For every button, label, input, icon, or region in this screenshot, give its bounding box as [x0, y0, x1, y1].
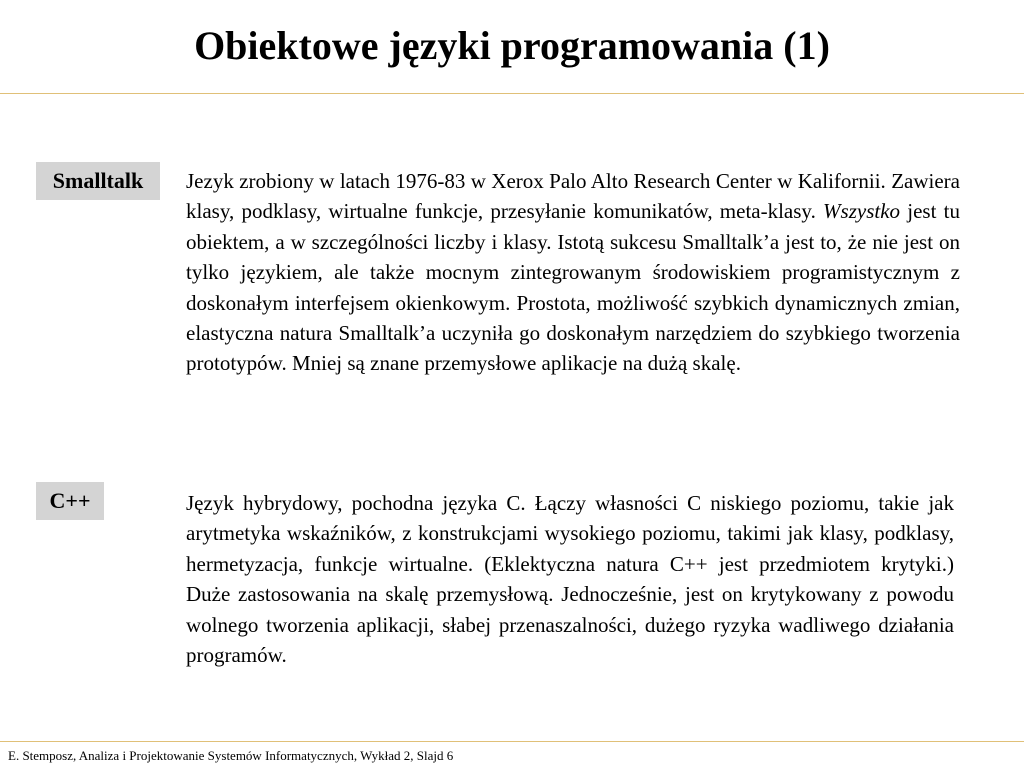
- section-text-smalltalk: [186, 166, 960, 379]
- smalltalk-text-part1: Jezyk zrobiony w latach 1976-83 w Xerox Palo Alto Research Center w Kalifornii. Zawiera klasy, podklasy, wirtualne funkcje, przesyłanie komunikatów, meta-klasy.: [186, 169, 960, 224]
- slide-title: Obiektowe języki programowania (1): [194, 23, 830, 68]
- section-text-cpp: Język hybrydowy, pochodna języka C. Łączy własności C niskiego poziomu, takie jak arytmetyka wskaźników, z konstrukcjami wysokiego poziomu, takimi jak klasy, podklasy, hermetyzacja, funkcje wirtualne. (Eklektyczna natura C++ jest przedmiotem krytyki.) Duże zastosowania na skalę przemysłową. Jednocześnie, jest on krytykowany z powodu wolnego tworzenia aplikacji, słabej przenaszalności, dużego ryzyka wadliwego działania programów.: [186, 491, 954, 668]
- title-divider: [0, 93, 1024, 94]
- footer-divider: [0, 741, 1024, 742]
- footer-citation: E. Stemposz, Analiza i Projektowanie Systemów Informatycznych, Wykład 2, Slajd 6: [8, 748, 454, 763]
- smalltalk-text-emphasis: Wszystko: [823, 199, 901, 224]
- section-label-smalltalk: Smalltalk: [36, 162, 160, 200]
- smalltalk-text-part2: jest tu obiektem, a w szczególności liczby i klasy. Istotą sukcesu Smalltalk’a jest to, że nie jest on tylko językiem, ale także mocnym zintegrowanym środowiskiem programistycznym z doskonałym interfejsem okienkowym. Prostota, możliwość szybkich dynamicznych zmian, elastyczna natura Smalltalk’a uczyniła go doskonałym narzędziem do szybkiego tworzenia prototypów. Mniej są znane przemysłowe aplikacje na dużą skalę.: [186, 199, 960, 376]
- section-label-cpp: C++: [36, 482, 104, 520]
